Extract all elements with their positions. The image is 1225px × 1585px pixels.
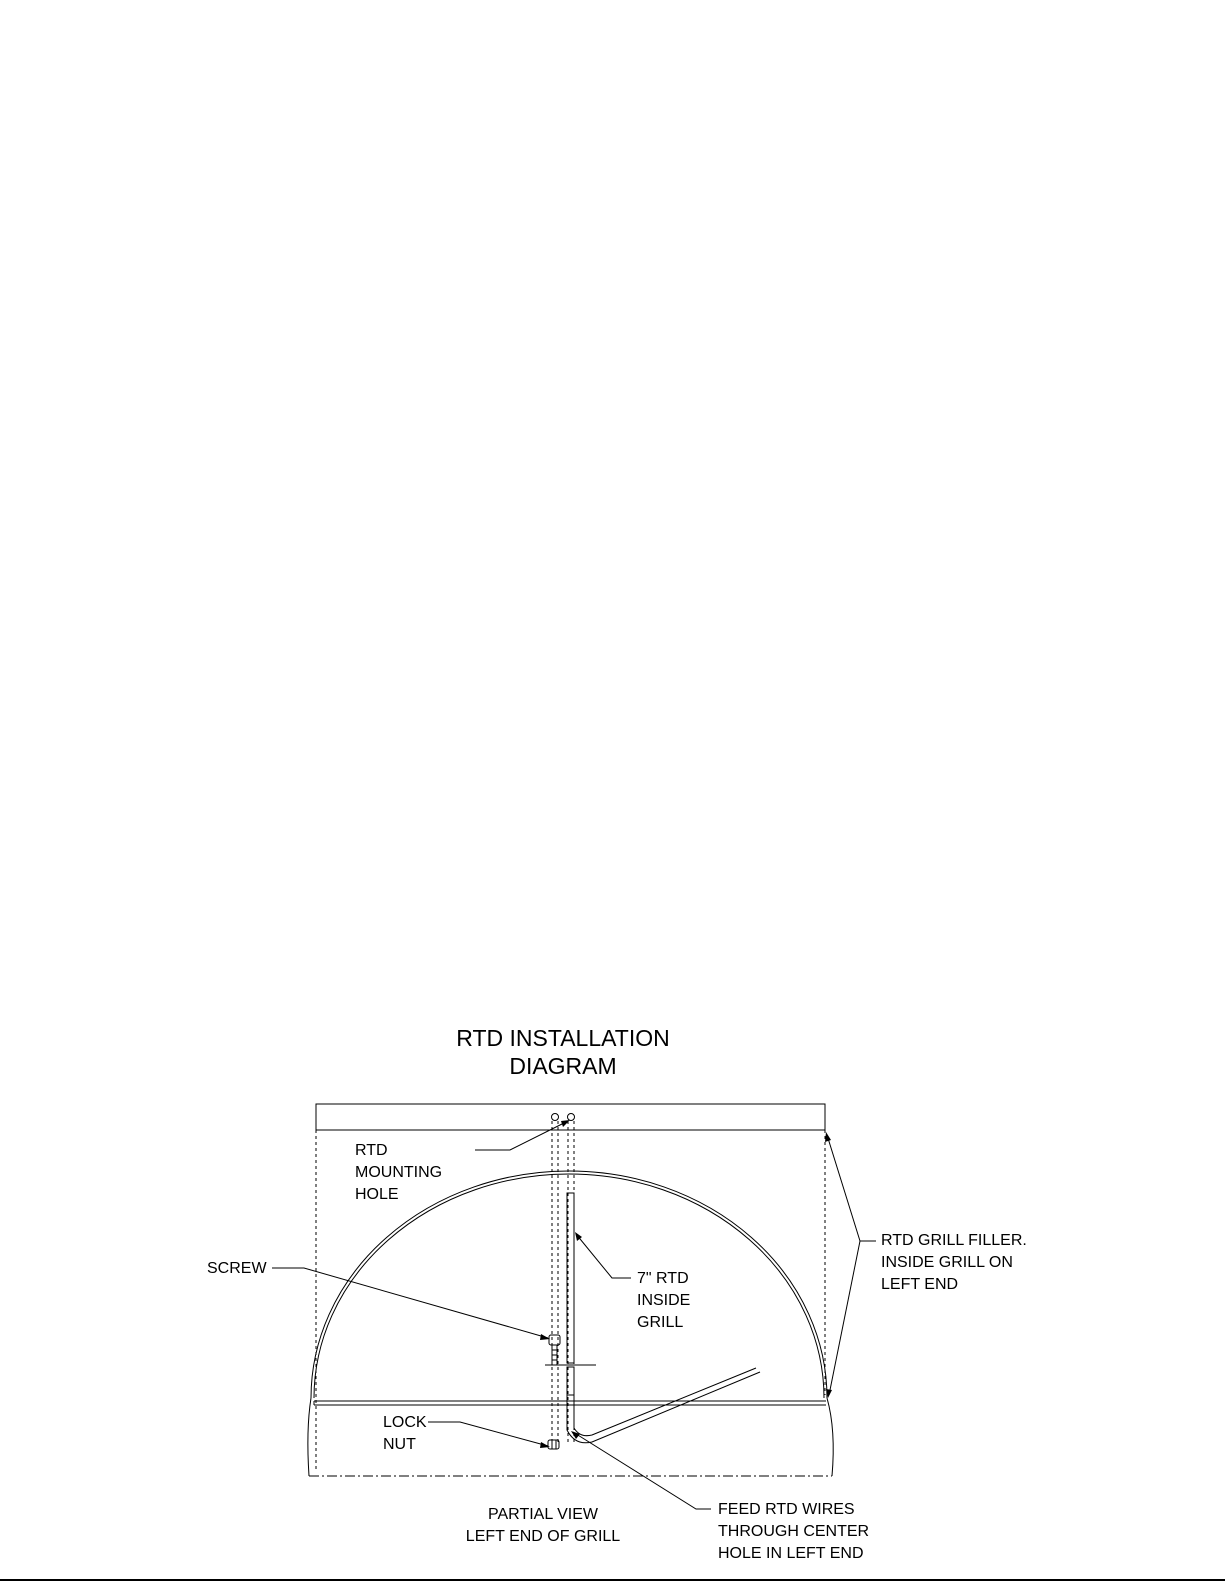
label-rtd-mounting-hole	[355, 1142, 442, 1203]
svg-text:FEED RTD WIRES: FEED RTD WIRES	[718, 1501, 855, 1518]
mounting-hole-right	[568, 1114, 575, 1121]
diagram-title	[456, 1025, 669, 1079]
svg-text:INSIDE: INSIDE	[637, 1292, 691, 1309]
title-line-2: DIAGRAM	[509, 1053, 617, 1079]
svg-text:LOCK: LOCK	[383, 1414, 427, 1431]
svg-text:7" RTD: 7" RTD	[637, 1270, 689, 1287]
label-feed-rtd-wires	[718, 1501, 869, 1562]
svg-text:PARTIAL VIEW: PARTIAL VIEW	[488, 1506, 598, 1523]
label-7in-rtd	[637, 1270, 690, 1331]
grill-filler-bar	[316, 1104, 825, 1130]
view-caption	[466, 1506, 621, 1545]
svg-text:NUT: NUT	[383, 1436, 416, 1453]
svg-text:GRILL: GRILL	[637, 1314, 684, 1331]
lock-nut	[548, 1440, 559, 1449]
svg-text:SCREW: SCREW	[207, 1260, 267, 1277]
svg-text:MOUNTING: MOUNTING	[355, 1164, 443, 1181]
svg-text:HOLE IN LEFT END: HOLE IN LEFT END	[718, 1545, 864, 1562]
svg-text:LEFT END OF GRILL: LEFT END OF GRILL	[465, 1528, 621, 1545]
title-line-1: RTD INSTALLATION	[456, 1025, 670, 1051]
label-lock-nut	[383, 1414, 427, 1453]
mounting-hole-left	[552, 1114, 559, 1121]
svg-text:THROUGH CENTER: THROUGH CENTER	[718, 1523, 870, 1540]
svg-text:HOLE: HOLE	[355, 1186, 399, 1203]
label-screw	[207, 1260, 267, 1277]
svg-text:RTD GRILL FILLER.: RTD GRILL FILLER.	[881, 1232, 1027, 1249]
svg-text:RTD: RTD	[355, 1142, 388, 1159]
svg-text:INSIDE GRILL ON: INSIDE GRILL ON	[881, 1254, 1013, 1271]
svg-text:LEFT END: LEFT END	[881, 1276, 959, 1293]
grate-line	[314, 1401, 826, 1405]
label-grill-filler	[881, 1232, 1027, 1293]
